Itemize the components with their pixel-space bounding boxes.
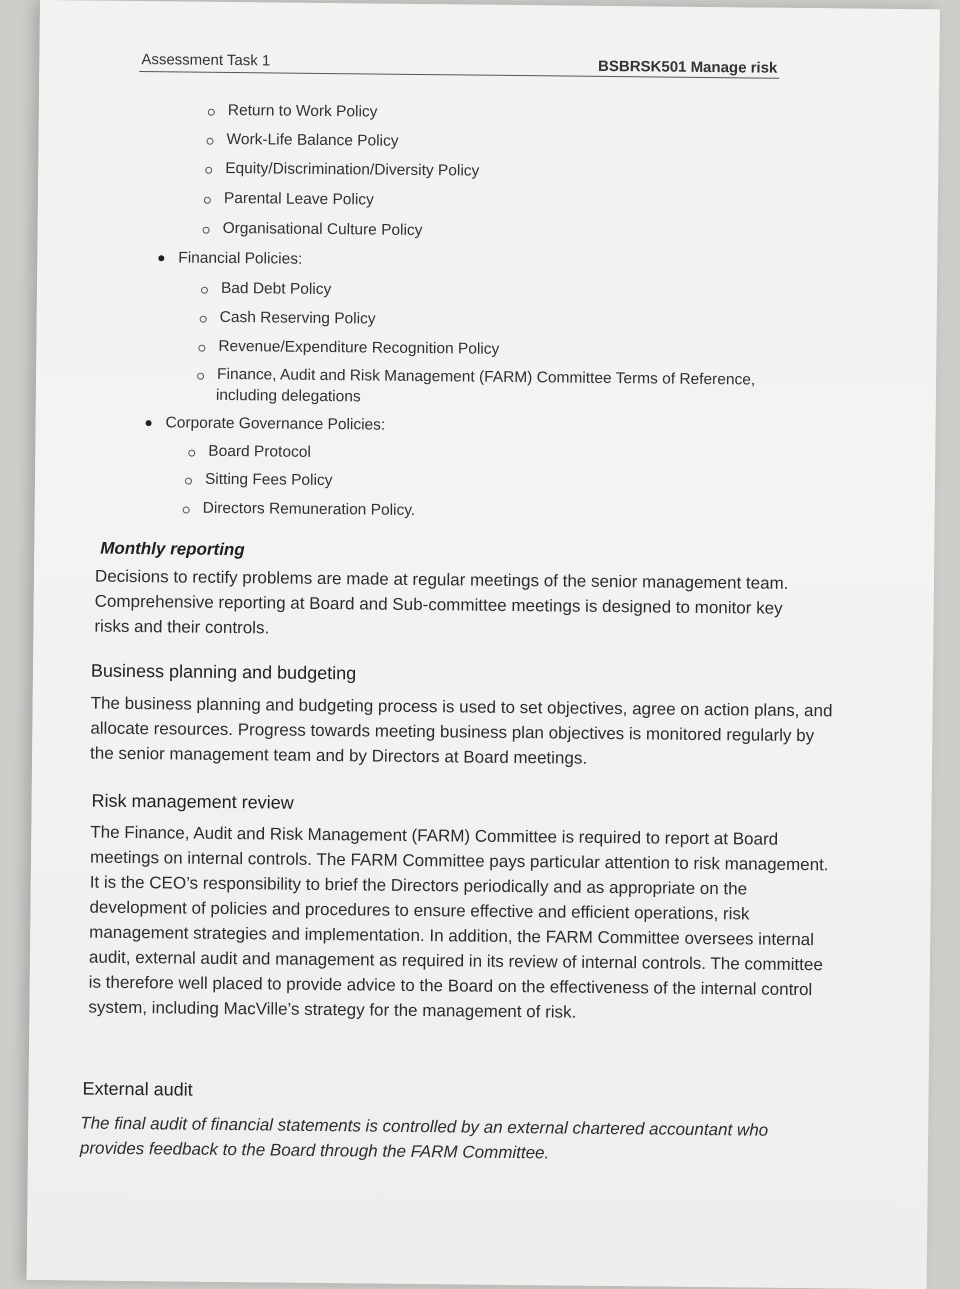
header-unit-code: BSBRSK501 Manage risk bbox=[597, 57, 778, 77]
list-heading-governance: Corporate Governance Policies: bbox=[165, 414, 386, 434]
list-item: Organisational Culture Policy bbox=[222, 219, 423, 240]
list-item: Revenue/Expenditure Recognition Policy bbox=[218, 337, 500, 358]
list-item: Directors Remuneration Policy. bbox=[202, 499, 416, 519]
list-item: Bad Debt Policy bbox=[220, 279, 332, 299]
section-body-monthly: Decisions to rectify problems are made at regular meetings of the senior management team. Comprehensive reporting at Board and Sub-committee meetings is designed to monitor key risks and their controls. bbox=[94, 566, 789, 638]
list-item: Parental Leave Policy bbox=[223, 189, 374, 209]
section-body-planning: The business planning and budgeting process is used to set objectives, agree on action plans, and allocate resources. Progress towards meeting business plan objectives is monitored regularly by the senior management team and by Directors at Board meetings. bbox=[90, 693, 833, 768]
list-item-continuation: including delegations bbox=[215, 386, 361, 406]
section-heading-external: External audit bbox=[82, 1078, 193, 1100]
header-task-title: Assessment Task 1 bbox=[141, 51, 271, 70]
list-item: Finance, Audit and Risk Management (FARM) Committee Terms of Reference, bbox=[217, 365, 756, 389]
section-heading-monthly: Monthly reporting bbox=[100, 538, 245, 560]
section-heading-planning: Business planning and budgeting bbox=[90, 660, 357, 684]
list-item: Cash Reserving Policy bbox=[219, 308, 376, 328]
list-item: Work-Life Balance Policy bbox=[226, 130, 399, 150]
section-body-risk: The Finance, Audit and Risk Management (FARM) Committee is required to report at Board meetings on internal controls. The FARM Committee pays particular attention to risk management. It is the CEO’s responsibility to brief the Directors periodically and as appropriate on the development of policies and procedures to ensure effective and efficient operations, risk management strategies and implementation. In addition, the FARM Committee oversees internal audit, external audit and management as required in its review of internal controls. The committee is therefore well placed to provide advice to the Board on the effectiveness of the internal control system, including MacVille’s strategy for the management of risk. bbox=[88, 822, 829, 1022]
list-item: Equity/Discrimination/Diversity Policy bbox=[225, 159, 480, 180]
list-item: Sitting Fees Policy bbox=[204, 470, 333, 490]
list-heading-financial: Financial Policies: bbox=[178, 249, 303, 268]
list-item: Board Protocol bbox=[208, 442, 311, 461]
section-heading-risk: Risk management review bbox=[91, 790, 294, 813]
document-page bbox=[27, 0, 940, 1289]
page-header bbox=[139, 47, 779, 79]
section-body-external: The final audit of financial statements is controlled by an external chartered accountant who provides feedback to the Board through the FARM Committee. bbox=[79, 1113, 769, 1163]
list-item: Return to Work Policy bbox=[227, 101, 378, 121]
